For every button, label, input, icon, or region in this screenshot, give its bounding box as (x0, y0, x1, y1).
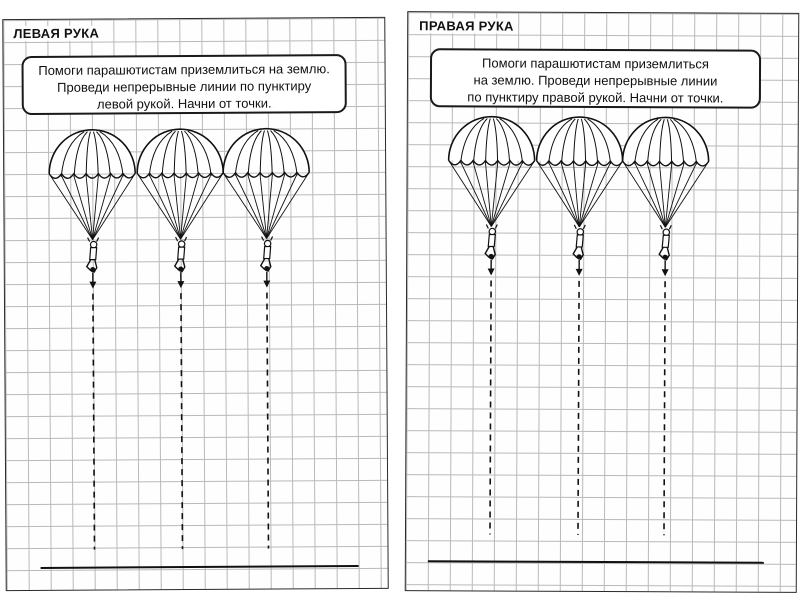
right-parachutist-1 (448, 116, 535, 259)
right-parachutists-art (406, 12, 801, 594)
left-parachutist-1 (49, 130, 136, 273)
right-instruction-line-3: по пунктиру правой рукой. Начни от точки. (467, 89, 724, 106)
right-parachutist-2 (536, 117, 623, 260)
left-instruction-line-1: Помоги парашютистам приземлиться на землю. (38, 61, 330, 78)
right-trace-line-1[interactable] (486, 254, 494, 535)
left-parachutists-art (3, 18, 389, 592)
right-instruction-line-2: на землю. Проведи непрерывные линии (473, 72, 718, 89)
left-trace-line-2[interactable] (177, 266, 186, 549)
right-hand-title: ПРАВАЯ РУКА (416, 18, 517, 33)
left-instruction-line-2: Проведи непрерывные линии по пунктиру (57, 78, 312, 95)
left-instruction-line-3: левой рукой. Начни от точки. (96, 95, 272, 112)
left-hand-title: ЛЕВАЯ РУКА (10, 26, 102, 42)
left-parachutist-2 (137, 129, 224, 272)
left-worksheet (2, 17, 388, 591)
right-parachutist-3 (622, 117, 709, 260)
right-instruction-line-1: Помоги парашютистам приземлиться (482, 55, 710, 72)
left-parachutist-3 (223, 128, 310, 271)
left-trace-line-3[interactable] (263, 266, 272, 549)
right-trace-line-3[interactable] (660, 255, 668, 536)
right-worksheet (405, 11, 800, 593)
right-trace-line-2[interactable] (574, 254, 582, 535)
left-trace-line-1[interactable] (89, 267, 98, 550)
